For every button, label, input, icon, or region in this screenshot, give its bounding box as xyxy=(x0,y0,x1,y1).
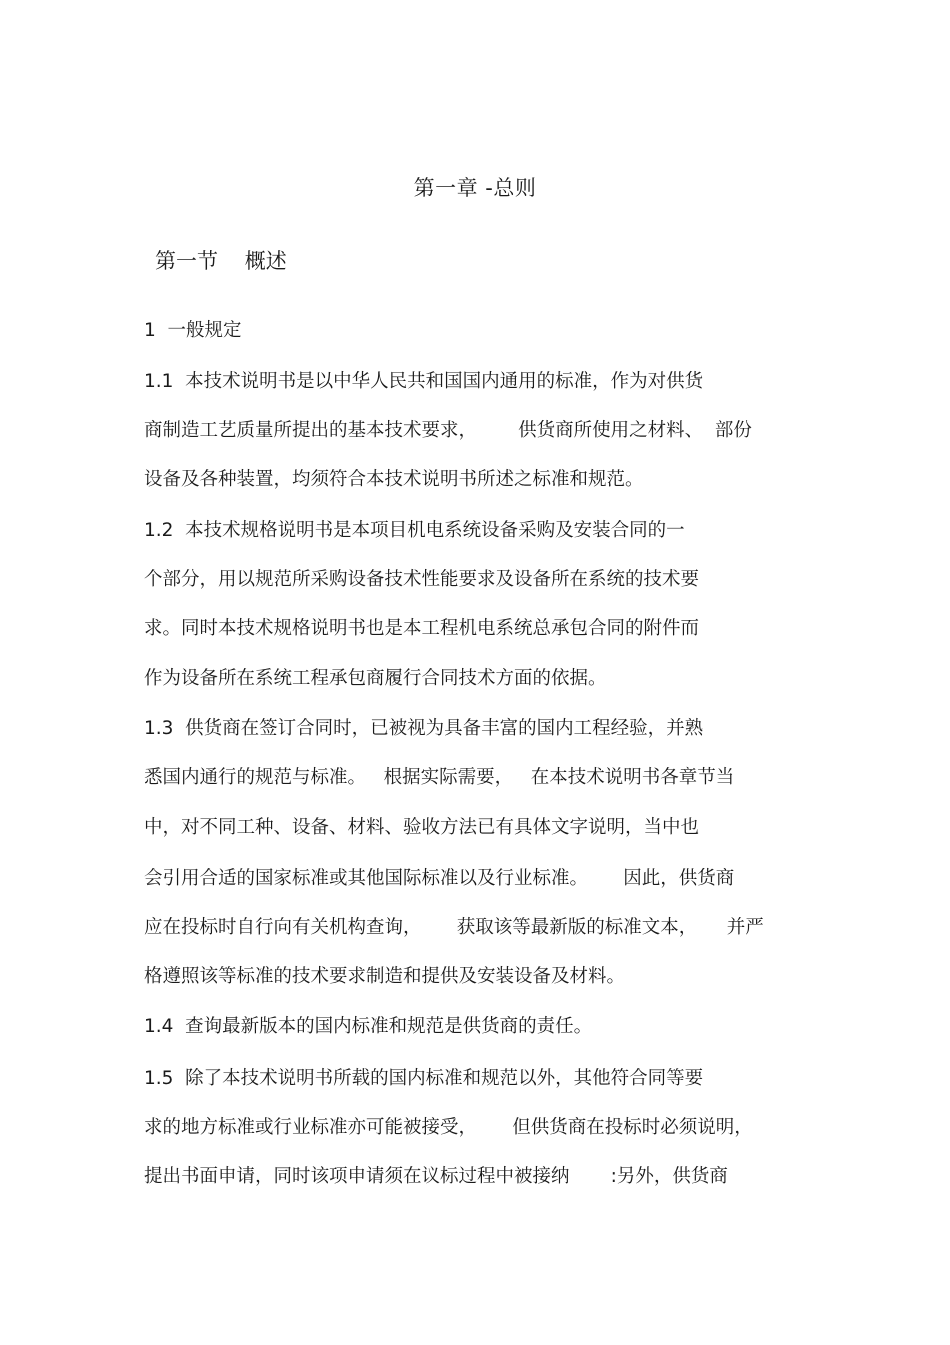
paragraph-line: 1.3 供货商在签订合同时，已被视为具备丰富的国内工程经验，并熟 xyxy=(144,718,704,739)
paragraph-line: 作为设备所在系统工程承包商履行合同技术方面的依据。 xyxy=(144,668,607,689)
paragraph-line: 1.1 本技术说明书是以中华人民共和国国内通用的标准，作为对供货 xyxy=(144,371,704,392)
paragraph-line: 求。同时本技术规格说明书也是本工程机电系统总承包合同的附件而 xyxy=(144,618,700,639)
paragraph-line: 1.2 本技术规格说明书是本项目机电系统设备采购及安装合同的一 xyxy=(144,520,685,541)
section-title: 第一节 概述 xyxy=(155,249,287,273)
paragraph-line: 悉国内通行的规范与标准。 根据实际需要， 在本技术说明书各章节当 xyxy=(144,767,735,788)
paragraph-line: 格遵照该等标准的技术要求制造和提供及安装设备及材料。 xyxy=(144,966,626,987)
paragraph-line: 个部分，用以规范所采购设备技术性能要求及设备所在系统的技术要 xyxy=(144,569,700,590)
chapter-title: 第一章 -总则 xyxy=(413,176,537,200)
heading-general-provisions: 1 一般规定 xyxy=(144,320,242,341)
paragraph-line: 1.4 查询最新版本的国内标准和规范是供货商的责任。 xyxy=(144,1016,593,1037)
paragraph-line: 中，对不同工种、设备、材料、验收方法已有具体文字说明，当中也 xyxy=(144,817,700,838)
paragraph-line: 会引用合适的国家标准或其他国际标准以及行业标准。 因此，供货商 xyxy=(144,868,735,889)
paragraph-line: 求的地方标准或行业标准亦可能被接受， 但供货商在投标时必须说明， xyxy=(144,1117,753,1138)
paragraph-line: 1.5 除了本技术说明书所载的国内标准和规范以外，其他符合同等要 xyxy=(144,1068,704,1089)
paragraph-line: 提出书面申请，同时该项申请须在议标过程中被接纳 :另外，供货商 xyxy=(144,1166,728,1187)
paragraph-line: 设备及各种装置，均须符合本技术说明书所述之标准和规范。 xyxy=(144,469,644,490)
paragraph-line: 商制造工艺质量所提出的基本技术要求， 供货商所使用之材料、 部份 xyxy=(144,420,752,441)
paragraph-line: 应在投标时自行向有关机构查询， 获取该等最新版的标准文本， 并严 xyxy=(144,917,764,938)
